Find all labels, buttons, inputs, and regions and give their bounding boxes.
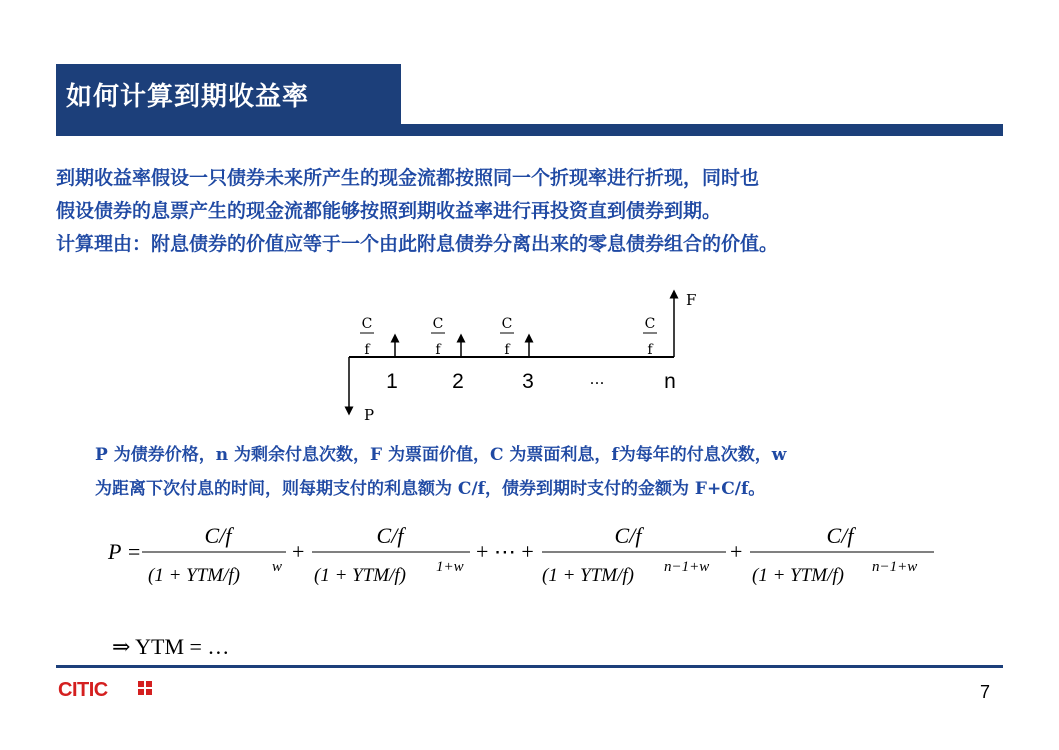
term-numerator: C/f — [204, 523, 232, 548]
ytm-pricing-formula — [100, 515, 950, 595]
coupon-flow-n — [643, 291, 696, 358]
definition-line-2: 为距离下次付息的时间，则每期支付的利息额为 C/f，债券到期时支付的金额为 F+C/f。 — [95, 479, 766, 499]
coupon-numerator: C — [501, 316, 513, 332]
period-label: n — [664, 370, 676, 393]
coupon-flow-3 — [500, 316, 529, 358]
coupon-denominator: f — [364, 342, 370, 358]
term-exponent: n−1+w — [664, 559, 710, 575]
formula-lhs: P = — [108, 539, 142, 564]
cash-flow-timeline — [330, 286, 720, 426]
plus-sign: + — [730, 539, 743, 564]
face-value-label: F — [686, 291, 697, 309]
period-label: 3 — [522, 370, 534, 393]
coupon-denominator: f — [435, 342, 441, 358]
term-exponent: n−1+w — [872, 559, 918, 575]
term-denominator: (1 + YTM/f) — [752, 565, 844, 586]
logo-emblem-icon — [138, 681, 152, 695]
intro-line-2: 假设债券的息票产生的现金流都能够按照到期收益率进行再投资直到债券到期。 — [56, 200, 722, 222]
intro-paragraph — [56, 162, 1016, 261]
coupon-numerator: C — [644, 316, 656, 332]
logo-wordmark: CITIC — [58, 679, 108, 699]
ytm-result — [110, 628, 330, 662]
page-title — [56, 64, 401, 124]
coupon-numerator: C — [432, 316, 444, 332]
plus-ellipsis: + ⋯ + — [476, 539, 534, 564]
intro-line-3: 计算理由：附息债券的价值应等于一个由此附息债券分离出来的零息债券组合的价值。 — [56, 233, 779, 255]
intro-line-1: 到期收益率假设一只债券未来所产生的现金流都按照同一个折现率进行折现，同时也 — [56, 167, 760, 189]
term-denominator: (1 + YTM/f) — [542, 565, 634, 586]
formula-term-1 — [142, 523, 286, 586]
term-denominator: (1 + YTM/f) — [148, 565, 240, 586]
term-numerator: C/f — [614, 523, 642, 548]
term-numerator: C/f — [826, 523, 854, 548]
plus-sign: + — [292, 539, 305, 564]
formula-term-4 — [750, 523, 934, 586]
definition-line-1: P 为债券价格，n 为剩余付息次数，F 为票面价值，C 为票面利息，f为每年的付息次数，w — [95, 445, 787, 465]
title-underline-bar — [56, 124, 1003, 136]
price-label: P — [364, 406, 375, 424]
page-number: 7 — [979, 682, 990, 702]
coupon-flow-1 — [360, 316, 395, 358]
coupon-flow-2 — [431, 316, 461, 358]
period-label: 2 — [452, 370, 464, 393]
coupon-numerator: C — [361, 316, 373, 332]
coupon-denominator: f — [504, 342, 510, 358]
term-exponent: 1+w — [436, 559, 464, 575]
coupon-denominator: f — [647, 342, 653, 358]
period-ellipsis: … — [589, 370, 605, 388]
formula-term-3 — [542, 523, 726, 586]
term-numerator: C/f — [376, 523, 404, 548]
citic-logo — [58, 677, 168, 699]
period-label: 1 — [386, 370, 398, 393]
term-exponent: w — [272, 559, 283, 575]
term-denominator: (1 + YTM/f) — [314, 565, 406, 586]
footer-divider — [56, 665, 1003, 668]
formula-term-2 — [312, 523, 470, 586]
page-title-text: 如何计算到期收益率 — [66, 81, 310, 112]
variable-definitions — [95, 438, 995, 506]
ytm-solve-line: ⇒ YTM = … — [112, 634, 230, 659]
